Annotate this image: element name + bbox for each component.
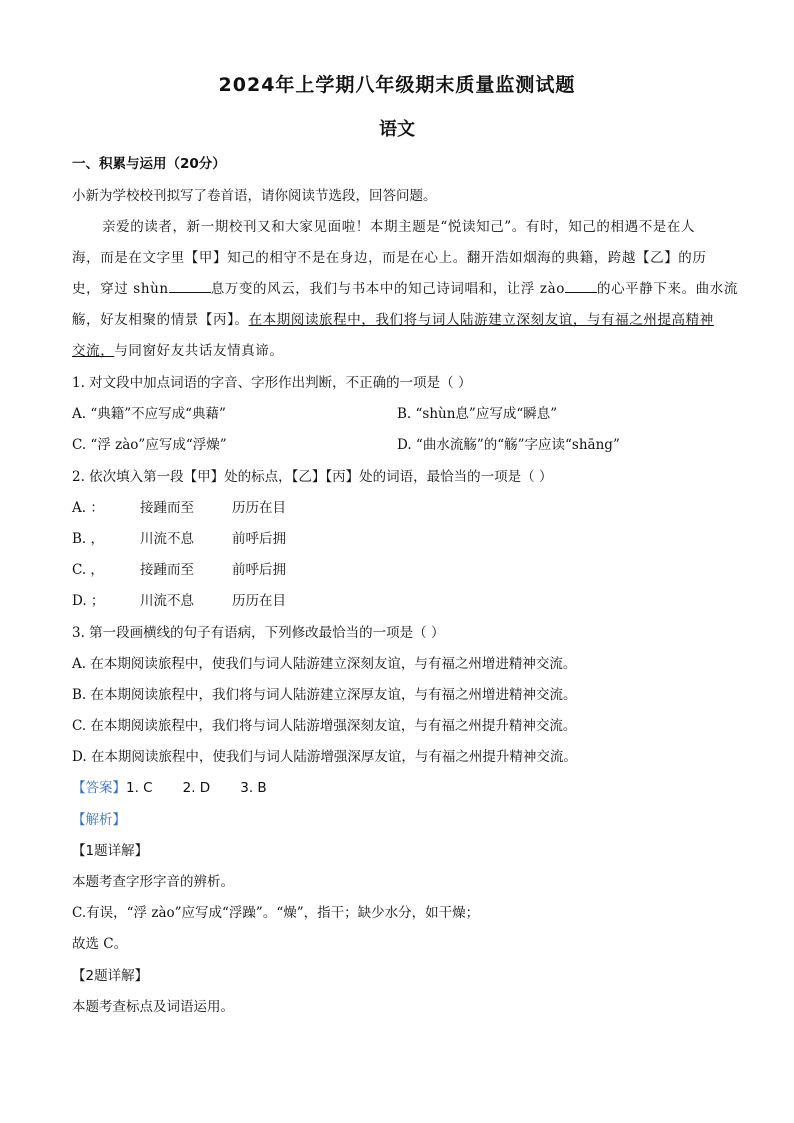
- answer-line: [72, 776, 267, 796]
- section-heading: 一、积累与运用（20分）: [72, 156, 226, 172]
- passage-line-1: 亲爱的读者，新一期校刊又和大家见面啦！本期主题是“悦读知己”。有时，知己的相遇不是在人: [102, 219, 696, 235]
- question-2-option-c-word-1: 接踵而至: [140, 562, 194, 578]
- question-2-option-d-word-1: 川流不息: [140, 593, 194, 609]
- question-3-option-b: B. 在本期阅读旅程中，我们将与词人陆游建立深厚友谊，与有福之州增进精神交流。: [72, 687, 577, 703]
- passage-line-3-part-a: 史，穿过 shùn: [72, 281, 169, 297]
- exam-title: 2024年上学期八年级期末质量监测试题: [218, 74, 576, 96]
- passage-line-3-part-b: 息万变的风云，我们与书本中的知己诗词唱和，让浮 zào: [210, 281, 565, 297]
- detail-2-line-1: 本题考查标点及词语运用。: [72, 999, 234, 1015]
- underlined-sentence-part-1: 在本期阅读旅程中，我们将与词人陆游建立深刻友谊，与有福之州提高精神: [248, 312, 714, 328]
- question-2-stem: 2. 依次填入第一段【甲】处的标点，【乙】【丙】处的词语，最恰当的一项是（ ）: [72, 469, 553, 485]
- question-2-option-b-label: B. ，: [72, 531, 105, 547]
- question-2-option-d-label: D. ；: [72, 593, 105, 609]
- passage-line-2: 海，而是在文字里【甲】知己的相守不是在身边，而是在心上。翻开浩如烟海的典籍，跨越【乙】的历: [72, 250, 707, 266]
- answer-tag: 【答案】: [72, 780, 126, 796]
- passage-line-3: [72, 277, 738, 297]
- passage-line-4-part-a: 觞，好友相聚的情景【丙】。: [72, 312, 249, 328]
- question-1-option-d: D. “曲水流觞”的“觞”字应读“shāng”: [397, 437, 620, 453]
- detail-1-tag: 【1题详解】: [72, 843, 149, 859]
- passage-line-5-part-b: 与同窗好友共话友情真谛。: [114, 343, 284, 359]
- detail-1-line-2: C.有误，“浮 zào”应写成“浮躁”。“燥”，指干；缺少水分，如干燥；: [72, 905, 480, 921]
- question-2-option-c-label: C. ，: [72, 562, 104, 578]
- analysis-tag: 【解析】: [72, 812, 126, 828]
- question-1-stem: 1. 对文段中加点词语的字音、字形作出判断，不正确的一项是（ ）: [72, 375, 472, 391]
- question-2-option-d-word-2: 历历在目: [232, 593, 286, 609]
- question-2-option-a-word-1: 接踵而至: [140, 500, 194, 516]
- detail-1-line-3: 故选 C。: [72, 936, 128, 952]
- question-2-option-b-word-1: 川流不息: [140, 531, 194, 547]
- fill-blank-zao: [565, 280, 597, 293]
- question-2-option-a-word-2: 历历在目: [232, 500, 286, 516]
- fill-blank-shun: [169, 280, 211, 293]
- passage-line-3-part-c: 的心平静下来。曲水流: [596, 281, 738, 297]
- subject-title: 语文: [379, 119, 415, 140]
- question-2-option-b-word-2: 前呼后拥: [232, 531, 286, 547]
- underlined-sentence-part-2: 交流，: [72, 343, 115, 359]
- question-3-option-a: A. 在本期阅读旅程中，使我们与词人陆游建立深刻友谊，与有福之州增进精神交流。: [72, 656, 577, 672]
- question-2-option-c-word-2: 前呼后拥: [232, 562, 286, 578]
- intro-text: 小新为学校校刊拟写了卷首语，请你阅读节选段，回答问题。: [72, 188, 437, 204]
- question-2-option-a-label: A. ：: [72, 500, 104, 516]
- question-1-option-a: A. “典籍”不应写成“典藉”: [72, 406, 226, 422]
- passage-line-5: [72, 339, 284, 359]
- answer-text: 1. C 2. D 3. B: [126, 780, 267, 796]
- detail-1-line-1: 本题考查字形字音的辨析。: [72, 874, 234, 890]
- question-3-option-d: D. 在本期阅读旅程中，使我们与词人陆游增强深厚友谊，与有福之州提升精神交流。: [72, 749, 577, 765]
- question-1-option-b: B. “shùn息”应写成“瞬息”: [397, 406, 558, 422]
- question-1-option-c: C. “浮 zào”应写成“浮燥”: [72, 437, 227, 453]
- question-3-stem: 3. 第一段画横线的句子有语病，下列修改最恰当的一项是（ ）: [72, 625, 445, 641]
- detail-2-tag: 【2题详解】: [72, 968, 149, 984]
- question-3-option-c: C. 在本期阅读旅程中，我们将与词人陆游增强深刻友谊，与有福之州提升精神交流。: [72, 718, 577, 734]
- passage-line-4: [72, 308, 714, 328]
